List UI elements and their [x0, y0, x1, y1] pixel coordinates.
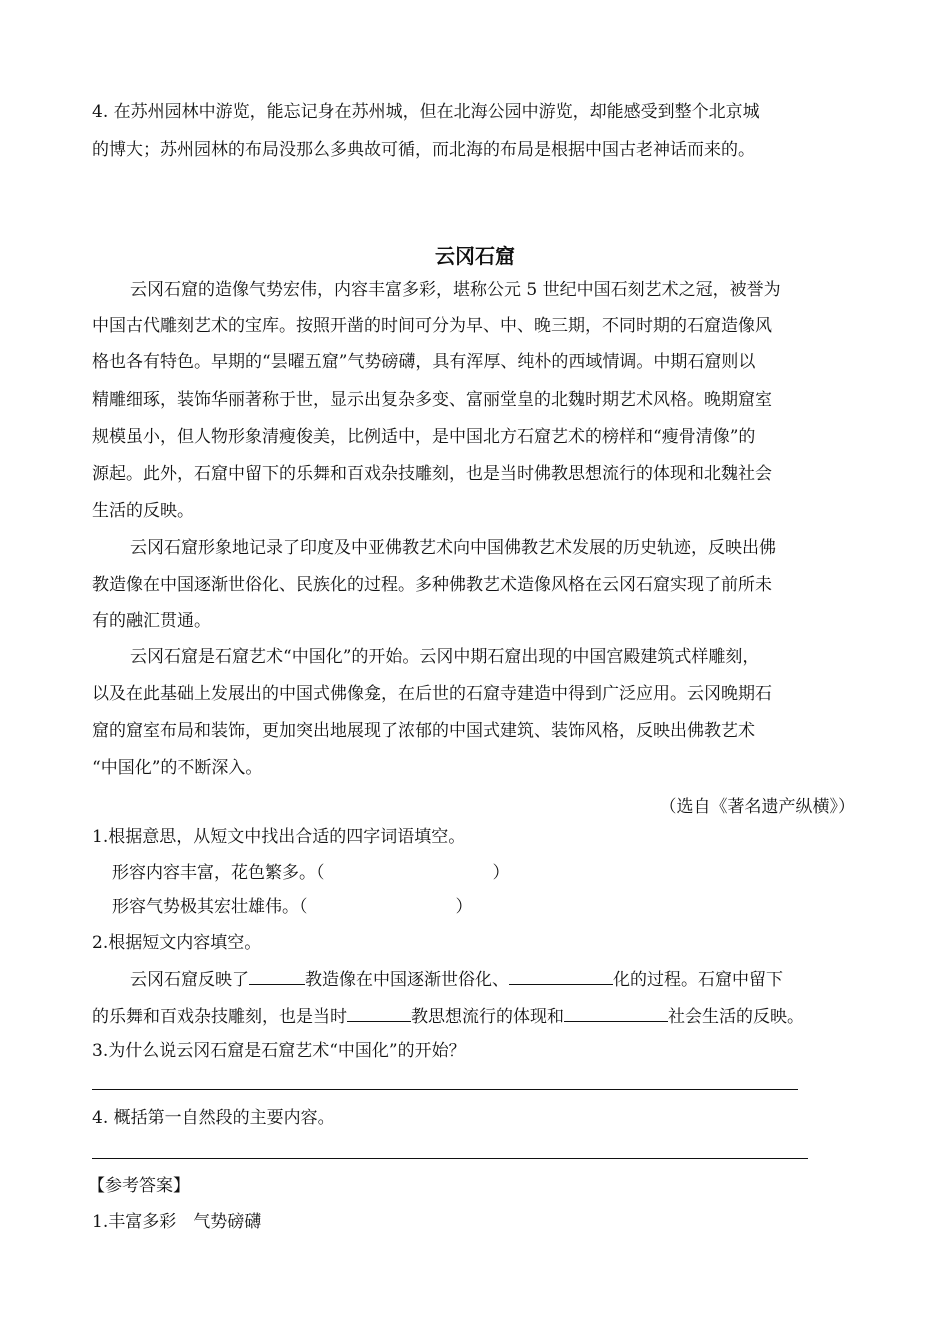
question-1a-close: ）: [492, 863, 510, 883]
prev-question-line-1: 4. 在苏州园林中游览，能忘记身在苏州城，但在北海公园中游览，却能感受到整个北京城: [92, 102, 760, 122]
answer-line-4[interactable]: [92, 1158, 808, 1159]
q2-text: 的乐舞和百戏杂技雕刻，也是当时: [92, 1007, 347, 1027]
question-2: 2.根据短文内容填空。: [92, 933, 262, 953]
p1-line: 规模虽小，但人物形象清瘦俊美，比例适中，是中国北方石窟艺术的榜样和“瘦骨清像”的: [92, 427, 756, 447]
question-2-line-2: [92, 1005, 804, 1027]
question-3: 3.为什么说云冈石窟是石窟艺术“中国化”的开始？: [92, 1041, 466, 1061]
q2-text: 化的过程。石窟中留下: [613, 970, 783, 990]
question-1a: [112, 863, 510, 883]
p1-line: 生活的反映。: [92, 501, 194, 521]
question-1a-text: 形容内容丰富，花色繁多。（: [112, 863, 325, 883]
q2-text: 云冈石窟反映了: [130, 970, 249, 990]
article-source: （选自《著名遗产纵横》）: [659, 797, 855, 817]
q2-text: 教造像在中国逐渐世俗化、: [305, 970, 509, 990]
fill-blank[interactable]: [564, 1005, 668, 1022]
p1-line: 格也各有特色。早期的“昙曜五窟”气势磅礴，具有浑厚、纯朴的西域情调。中期石窟则以: [92, 352, 756, 372]
question-4: 4. 概括第一自然段的主要内容。: [92, 1108, 335, 1128]
answer-1: 1.丰富多彩 气势磅礴: [92, 1212, 262, 1232]
question-1b-text: 形容气势极其宏壮雄伟。（: [112, 897, 308, 917]
answer-heading: 【参考答案】: [88, 1176, 190, 1196]
p2-line: 有的融汇贯通。: [92, 611, 211, 631]
p2-line: 教造像在中国逐渐世俗化、民族化的过程。多种佛教艺术造像风格在云冈石窟实现了前所未: [92, 575, 772, 595]
p3-line: 云冈石窟是石窟艺术“中国化”的开始。云冈中期石窟出现的中国宫殿建筑式样雕刻，: [130, 647, 760, 667]
p1-line: 云冈石窟的造像气势宏伟，内容丰富多彩，堪称公元 5 世纪中国石刻艺术之冠，被誉为: [130, 280, 781, 300]
question-1: 1.根据意思，从短文中找出合适的四字词语填空。: [92, 827, 466, 847]
question-2-line-1: [130, 968, 783, 990]
answer-line-3[interactable]: [92, 1089, 798, 1090]
fill-blank[interactable]: [347, 1005, 411, 1022]
p2-line: 云冈石窟形象地记录了印度及中亚佛教艺术向中国佛教艺术发展的历史轨迹，反映出佛: [130, 538, 776, 558]
fill-blank[interactable]: [509, 968, 613, 985]
q2-text: 社会生活的反映。: [668, 1007, 804, 1027]
p3-line: 以及在此基础上发展出的中国式佛像龛，在后世的石窟寺建造中得到广泛应用。云冈晚期石: [92, 684, 772, 704]
p1-line: 源起。此外，石窟中留下的乐舞和百戏杂技雕刻，也是当时佛教思想流行的体现和北魏社会: [92, 464, 772, 484]
p3-line: 窟的窟室布局和装饰，更加突出地展现了浓郁的中国式建筑、装饰风格，反映出佛教艺术: [92, 721, 755, 741]
question-1b-close: ）: [455, 897, 473, 917]
article-title: 云冈石窟: [435, 244, 515, 268]
question-1b: [112, 897, 473, 917]
prev-question-line-2: 的博大；苏州园林的布局没那么多典故可循，而北海的布局是根据中国古老神话而来的。: [92, 140, 755, 160]
q2-text: 教思想流行的体现和: [411, 1007, 564, 1027]
p1-line: 中国古代雕刻艺术的宝库。按照开凿的时间可分为早、中、晚三期，不同时期的石窟造像风: [92, 316, 772, 336]
p3-line: “中国化”的不断深入。: [92, 758, 263, 778]
p1-line: 精雕细琢，装饰华丽著称于世，显示出复杂多变、富丽堂皇的北魏时期艺术风格。晚期窟室: [92, 390, 772, 410]
fill-blank[interactable]: [249, 968, 305, 985]
